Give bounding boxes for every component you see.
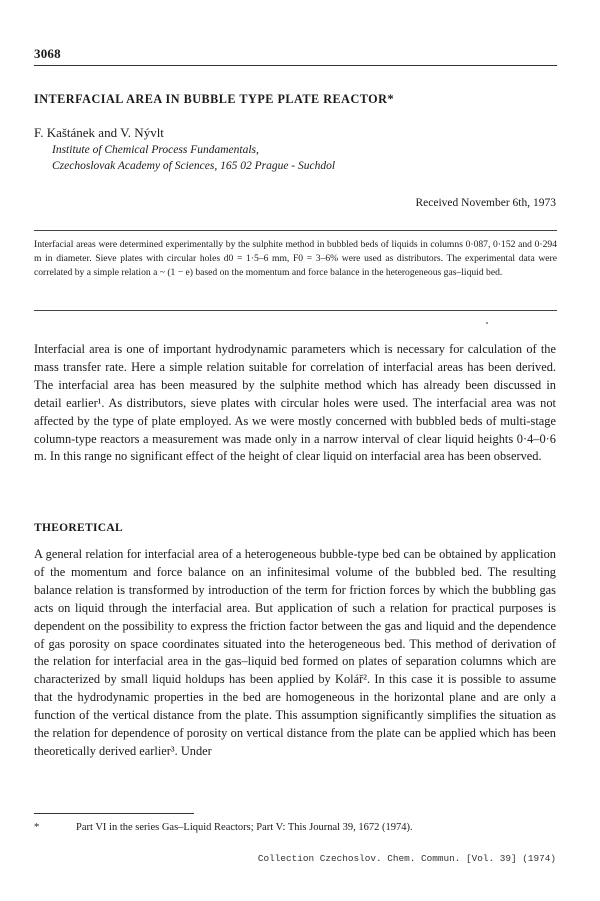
theory-paragraph: A general relation for interfacial area of a heterogeneous bubble-type bed can be obtained by application of the momentum and force balance on an infinitesimal volume of the bubbled bed. The resulting balance relation is transformed by introduction of the term for friction forces by which the bubbling gas acts on liquid through the interfacial area. But application of such a relation for practical purposes is dependent on the possibility to express the friction factor between the gas and liquid and the dependence of gas porosity on space coordinates situated into the heterogeneous bed. This method of derivation of the relation for interfacial area in the gas–liquid bed formed on plates of separation columns which are characterized by small liquid holdups has been applied by Kolář². In this case it is possible to assume that the hydrodynamic properties in the bed are homogeneous in the horizontal plane and are only a function of the vertical distance from the plate. This assumption significantly simplifies the situation as the relation for dependence of porosity on vertical distance from the plate can be applied which has been theoretically derived earlier³. Under [34, 547, 556, 758]
footnote-marker: * [34, 822, 40, 833]
footnote-text: Part VI in the series Gas–Liquid Reactors; Part V: This Journal 39, 1672 (1974). [76, 822, 413, 833]
affiliation-line-2: Czechoslovak Academy of Sciences, 165 02 Prague - Suchdol [52, 160, 336, 172]
article-authors: F. Kaštánek and V. Nývlt [34, 125, 164, 140]
received-date: Received November 6th, 1973 [415, 197, 556, 209]
header-rule [34, 65, 557, 66]
section-heading-theoretical: THEORETICAL [34, 522, 123, 534]
footnote [34, 822, 413, 833]
abstract-bottom-rule [34, 310, 557, 311]
intro-paragraph: Interfacial area is one of important hydrodynamic parameters which is necessary for calculation of the mass transfer rate. Here a simple relation suitable for correlation of interfacial areas has been derived. The interfacial area has been measured by the sulphite method which has already been discussed in detail earlier¹. As distributors, sieve plates with circular holes were used. The interfacial area was not affected by the type of plate employed. As we were mostly concerned with bubbled beds of multi-stage column-type reactors a measurement was made only in a narrow interval of clear liquid heights 0·4–0·6 m. In this range no significant effect of the height of clear liquid on interfacial area has been observed. [34, 342, 556, 464]
page-number: 3068 [34, 46, 61, 61]
scan-speck [486, 322, 488, 324]
abstract-top-rule [34, 230, 557, 231]
journal-footer: Collection Czechoslov. Chem. Commun. [Vol. 39] (1974) [257, 853, 556, 864]
footnote-rule [34, 813, 194, 814]
affiliation-line-1: Institute of Chemical Process Fundamentals, [52, 144, 259, 156]
abstract-text: Interfacial areas were determined experimentally by the sulphite method in bubbled beds of liquids in columns 0·087, 0·152 and 0·294 m in diameter. Sieve plates with circular holes d0 = 1·5–6 mm, F0 = 3–6% were used as distributors. The experimental data were correlated by a simple relation a ~ (1 − e) based on the momentum and force balance in the heterogeneous gas–liquid bed. [34, 239, 557, 279]
article-title: INTERFACIAL AREA IN BUBBLE TYPE PLATE REACTOR* [34, 92, 395, 106]
